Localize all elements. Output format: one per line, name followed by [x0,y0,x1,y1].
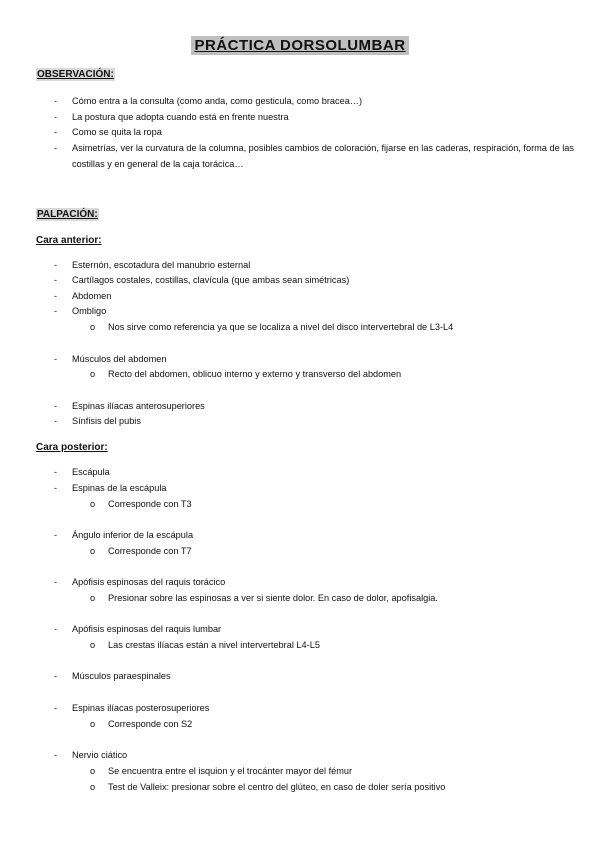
list-item: - Espinas ilíacas posterosuperiores [54,701,574,717]
dash-bullet: - [54,624,58,634]
circle-bullet: o [90,499,96,509]
list-item: - Nervio ciático [54,748,574,764]
sub-list-item: o Corresponde con T3 [90,497,570,513]
list-item: - Esternón, escotadura del manubrio esternal [54,258,574,274]
circle-bullet: o [90,369,96,379]
list-item: - Músculos paraespinales [54,669,574,685]
dash-bullet: - [54,260,58,270]
sub-list-item: o Presionar sobre las espinosas a ver si siente dolor. En caso de dolor, apofisalgia. [90,591,570,607]
circle-bullet: o [90,719,96,729]
sub-list-item: o Corresponde con S2 [90,717,570,733]
dash-bullet: - [54,306,58,316]
circle-bullet: o [90,546,96,556]
sub-list-item: o Test de Valleix: presionar sobre el centro del glúteo, en caso de doler sería positivo [90,780,570,796]
circle-bullet: o [90,766,96,776]
section-heading-observacion: OBSERVACIÓN: [37,69,114,80]
circle-bullet: o [90,782,96,792]
list-item: - Sínfisis del pubis [54,414,574,430]
dash-bullet: - [54,577,58,587]
circle-bullet: o [90,640,96,650]
dash-bullet: - [54,291,58,301]
page-title: PRÁCTICA DORSOLUMBAR [191,36,408,55]
list-item: - Espinas de la escápula [54,481,574,497]
sub-list-item: o Nos sirve como referencia ya que se localiza a nivel del disco intervertebral de L3-L4 [90,320,570,336]
dash-bullet: - [54,143,58,153]
dash-bullet: - [54,416,58,426]
list-item: - Abdomen [54,289,574,305]
list-item: - Espinas ilíacas anterosuperiores [54,399,574,415]
dash-bullet: - [54,112,58,122]
list-item: - La postura que adopta cuando está en frente nuestra [54,110,574,126]
dash-bullet: - [54,127,58,137]
dash-bullet: - [54,750,58,760]
sub-list-item: o Las crestas ilíacas están a nivel intervertebral L4-L5 [90,638,570,654]
dash-bullet: - [54,671,58,681]
list-item: - Músculos del abdomen [54,352,574,368]
section-heading-palpacion: PALPACIÓN: [37,209,98,220]
circle-bullet: o [90,593,96,603]
list-item: - Como se quita la ropa [54,125,574,141]
subheading-cara-anterior: Cara anterior: [36,235,102,246]
dash-bullet: - [54,703,58,713]
list-item: - Cartílagos costales, costillas, clavícula (que ambas sean simétricas) [54,273,574,289]
list-item: - Escápula [54,465,574,481]
sub-list-item: o Recto del abdomen, oblicuo interno y externo y transverso del abdomen [90,367,570,383]
dash-bullet: - [54,530,58,540]
list-item: - Ángulo inferior de la escápula [54,528,574,544]
list-item: - Cómo entra a la consulta (como anda, como gesticula, como bracea…) [54,94,574,110]
dash-bullet: - [54,275,58,285]
sub-list-item: o Corresponde con T7 [90,544,570,560]
list-item: - Apófisis espinosas del raquis torácico [54,575,574,591]
list-item: - Apófisis espinosas del raquis lumbar [54,622,574,638]
list-item: - Ombligo [54,304,574,320]
dash-bullet: - [54,467,58,477]
subheading-cara-posterior: Cara posterior: [36,442,108,453]
circle-bullet: o [90,322,96,332]
sub-list-item: o Se encuentra entre el isquion y el trocánter mayor del fémur [90,764,570,780]
dash-bullet: - [54,96,58,106]
title-wrap [0,36,600,55]
dash-bullet: - [54,354,58,364]
dash-bullet: - [54,483,58,493]
dash-bullet: - [54,401,58,411]
list-item: - Asimetrías, ver la curvatura de la columna, posibles cambios de coloración, fijarse en las caderas, respiración, forma de las costillas y en general de la caja torácica… [54,143,574,169]
